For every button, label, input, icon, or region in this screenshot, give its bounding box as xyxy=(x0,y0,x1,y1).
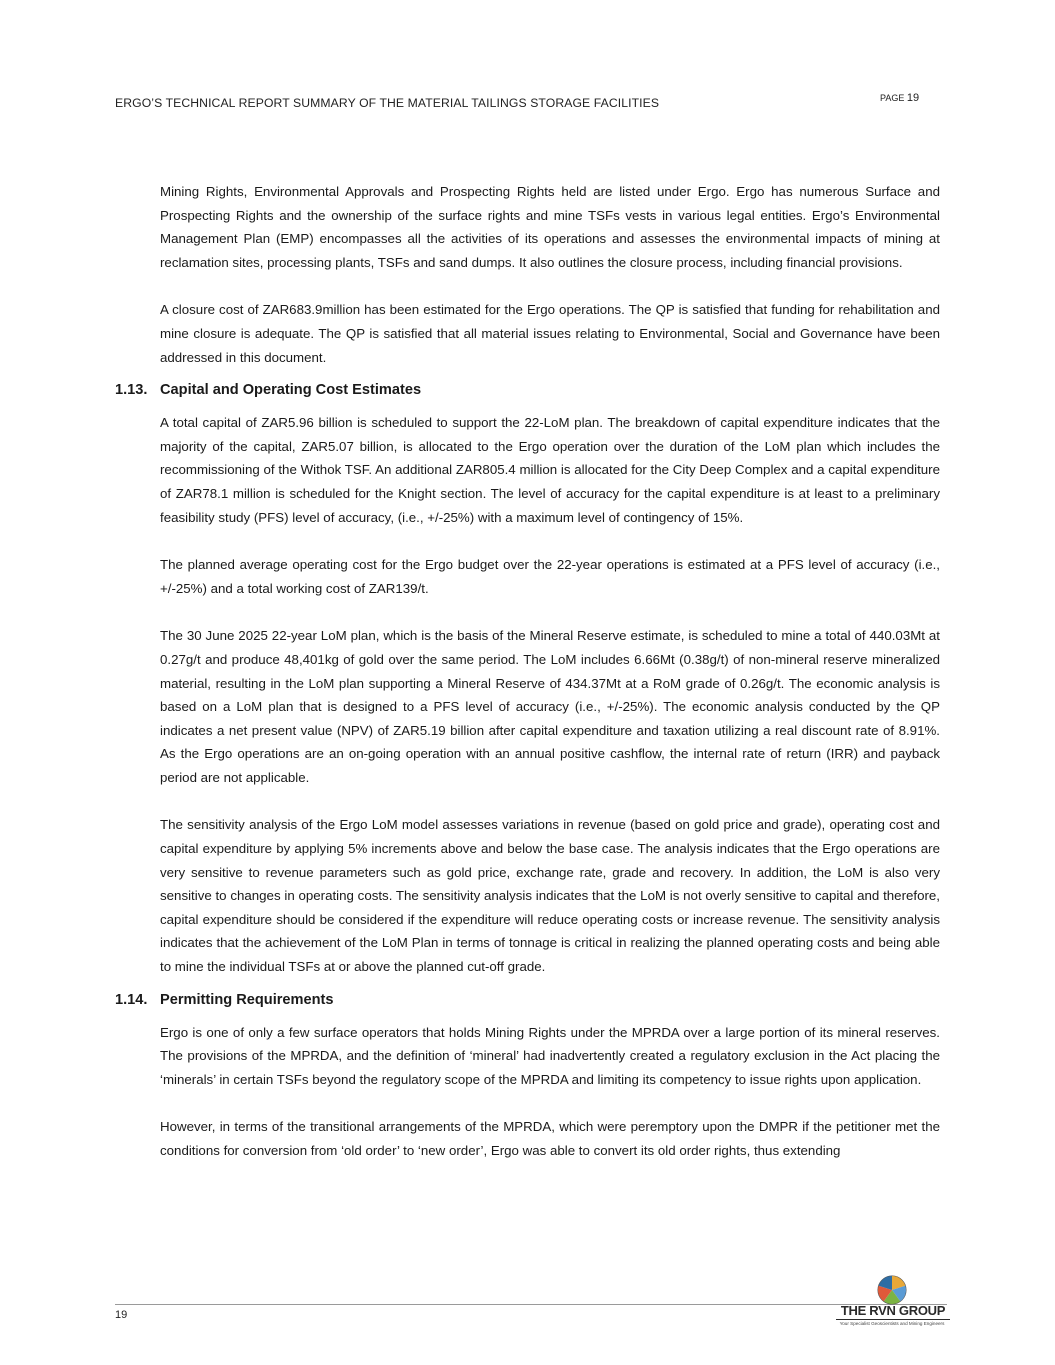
paragraph: The planned average operating cost for the Ergo budget over the 22-year operations is estimated at a PFS level of accuracy (i.e., +/-25%) and a total working cost of ZAR139/t. xyxy=(160,557,940,596)
logo-text: THE RVN GROUP xyxy=(836,1303,950,1320)
section-title: Capital and Operating Cost Estimates xyxy=(160,382,422,399)
paragraph: A total capital of ZAR5.96 billion is scheduled to support the 22-LoM plan. The breakdown of capital expenditure indicates that the majority of the capital, ZAR5.07 billion, is allocated to the Ergo operation over the duration of the LoM plan which includes the recommissioning of the Withok TSF. An additional ZAR805.4 million is allocated for the City Deep Complex and a capital expenditure of ZAR78.1 million is scheduled for the Knight section. The level of accuracy for the capital expenditure is at least to a preliminary feasibility study (PFS) level of accuracy, (i.e., +/-25%) with a maximum level of contingency of 15%. xyxy=(160,415,940,525)
page-label xyxy=(880,92,919,104)
section-number: 1.13. xyxy=(115,382,148,399)
paragraph: Mining Rights, Environmental Approvals and Prospecting Rights held are listed under Ergo. Ergo has numerous Surface and Prospecting Rights and the ownership of the surface rights and mine TSFs vests in various legal entities. Ergo’s Environmental Management Plan (EMP) encompasses all the activities of its operations and assesses the environmental impacts of mining at reclamation sites, processing plants, TSFs and sand dumps. It also outlines the closure process, including financial provisions. xyxy=(160,184,940,270)
rvn-logo-icon xyxy=(877,1275,907,1305)
page-prefix: PAGE xyxy=(880,93,905,103)
document-body xyxy=(115,180,940,1187)
paragraph: A closure cost of ZAR683.9million has been estimated for the Ergo operations. The QP is satisfied that funding for rehabilitation and mine closure is adequate. The QP is satisfied that all material issues relating to Environmental, Social and Governance have been addressed in this document. xyxy=(160,302,940,365)
footer-divider xyxy=(115,1304,947,1305)
page-number-header: 19 xyxy=(906,92,920,104)
section-title: Permitting Requirements xyxy=(160,991,334,1008)
report-header-title: ERGO’S TECHNICAL REPORT SUMMARY OF THE MATERIAL TAILINGS STORAGE FACILITIES xyxy=(115,96,660,110)
rvn-group-logo xyxy=(832,1275,952,1330)
section-heading-1-13 xyxy=(115,379,940,401)
paragraph: The sensitivity analysis of the Ergo LoM model assesses variations in revenue (based on gold price and grade), operating cost and capital expenditure by applying 5% increments above and below the base case. The analysis indicates that the Ergo operations are very sensitive to revenue parameters such as gold price, exchange rate, grade and recovery. In addition, the LoM is also very sensitive to changes in operating costs. The sensitivity analysis indicates that the LoM is not overly sensitive to capital and therefore, capital expenditure should be considered if the expenditure will reduce operating costs or increase revenue. The sensitivity analysis indicates that the achievement of the LoM Plan in terms of tonnage is critical in realizing the planned operating costs and being able to mine the individual TSFs at or above the planned cut-off grade. xyxy=(160,817,940,975)
paragraph: The 30 June 2025 22-year LoM plan, which is the basis of the Mineral Reserve estimate, is scheduled to mine a total of 440.03Mt at 0.27g/t and produce 48,401kg of gold over the same period. The LoM includes 6.66Mt (0.38g/t) of non-mineral reserve mineralized material, resulting in the LoM plan supporting a Mineral Reserve of 434.37Mt at a RoM grade of 0.26g/t. The economic analysis is based on a LoM plan that is designed to a PFS level of accuracy (i.e., +/-25%). The economic analysis conducted by the QP indicates a net present value (NPV) of ZAR5.19 billion after capital expenditure and taxation utilizing a real discount rate of 8.91%. As the Ergo operations are an on-going operation with an annual positive cashflow, the internal rate of return (IRR) and payback period are not applicable. xyxy=(160,628,940,785)
logo-tagline: Your Specialist Geoscientists and Mining Engineers xyxy=(839,1321,945,1326)
section-heading-1-14 xyxy=(115,989,940,1011)
section-number: 1.14. xyxy=(115,991,148,1008)
footer-page-number: 19 xyxy=(115,1309,128,1321)
paragraph: Ergo is one of only a few surface operators that holds Mining Rights under the MPRDA over a large portion of its mineral reserves. The provisions of the MPRDA, and the definition of ‘mineral’ had inadvertently created a regulatory exclusion in the Act placing the ‘minerals’ in certain TSFs beyond the regulatory scope of the MPRDA and limiting its competency to issue rights upon application. xyxy=(160,1024,940,1087)
paragraph: However, in terms of the transitional arrangements of the MPRDA, which were peremptory upon the DMPR if the petitioner met the conditions for conversion from ‘old order’ to ‘new order’, Ergo was able to convert its old order rights, thus extending xyxy=(160,1119,940,1158)
